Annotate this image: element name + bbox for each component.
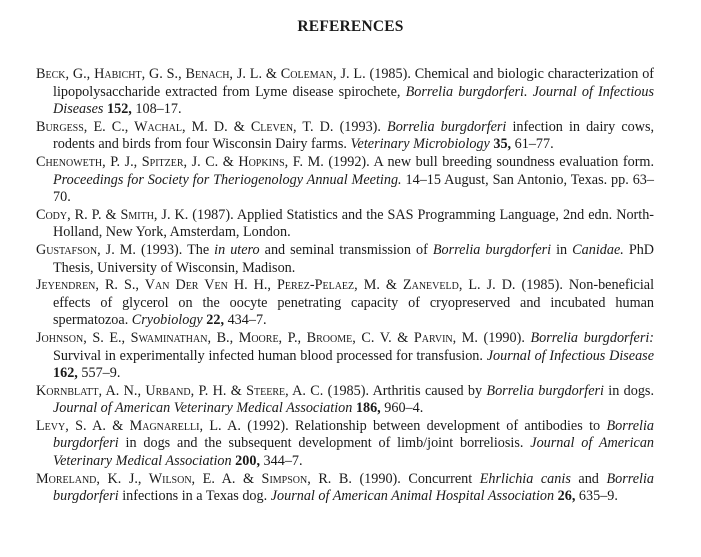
reference-item: [36, 277, 654, 330]
reference-year: (1990).: [483, 329, 525, 346]
reference-list: [36, 66, 654, 506]
reference-title: Survival in experimentally infected human blood processed for transfusion.: [53, 347, 483, 364]
reference-title: Relationship between development of antibodies to: [294, 417, 601, 434]
reference-authors: Chenoweth, P. J., Spitzer, J. C. & Hopkins, F. M.: [36, 153, 324, 170]
reference-item: [36, 330, 654, 383]
reference-title-italic: in utero: [214, 241, 260, 258]
reference-authors: Moreland, K. J., Wilson, E. A. & Simpson, R. B.: [36, 470, 352, 487]
reference-year: (1993).: [339, 118, 381, 135]
reference-item: [36, 207, 654, 242]
reference-item: [36, 119, 654, 154]
reference-authors: Jeyendren, R. S., Van Der Ven H. H., Perez-Pelaez, M. & Zaneveld, L. J. D.: [36, 277, 516, 294]
reference-title-pre: The: [187, 241, 210, 258]
reference-title-italic: Borrelia burgdorferi: [53, 417, 655, 452]
reference-journal: Journal of Infectious Diseases: [53, 83, 654, 118]
reference-title-italic: Borrelia burgdorferi: [387, 118, 507, 135]
reference-title: Chemical and biologic characterization of lipopolysaccharide extracted from Lyme disease spirochete,: [53, 66, 655, 100]
reference-authors: Gustafson, J. M.: [36, 241, 136, 258]
reference-authors: Levy, S. A. & Magnarelli, L. A.: [36, 417, 241, 434]
page-title: REFERENCES: [297, 18, 404, 35]
reference-title: infection in dairy cows, rodents and birds from four Wisconsin Dairy farms.: [53, 118, 655, 153]
reference-authors: Cody, R. P. & Smith, J. K.: [36, 206, 189, 223]
reference-title-post: in dogs.: [608, 382, 655, 399]
reference-title-italic: Borrelia burgdorferi: [53, 470, 654, 505]
reference-item: [36, 471, 654, 506]
reference-title: Concurrent: [408, 470, 473, 487]
reference-title-italic: Borrelia burgdorferi: [432, 241, 552, 258]
reference-item: [36, 66, 654, 119]
reference-item: [36, 418, 654, 471]
reference-year: (1987).: [192, 206, 234, 223]
reference-journal: Proceedings for Society for Theriogenology Annual Meeting.: [53, 171, 402, 188]
reference-title-italic: Canidae.: [572, 241, 624, 258]
reference-title-mid: in: [556, 241, 568, 258]
reference-journal: Journal of American Veterinary Medical Association: [53, 400, 353, 417]
reference-year: (1990).: [359, 470, 401, 487]
reference-title-post: in dogs and the subsequent development of limb/joint borreliosis.: [125, 435, 524, 452]
reference-pages: 557–9.: [81, 365, 121, 382]
reference-title-italic: Borrelia burgdorferi.: [405, 83, 528, 100]
reference-title: Arthritis caused by: [372, 382, 483, 399]
reference-title-italic: Borrelia burgdorferi:: [530, 329, 655, 346]
reference-volume: 22,: [206, 312, 225, 329]
reference-volume: 162,: [53, 365, 78, 382]
reference-authors: Beck, G., Habicht, G. S., Benach, J. L. & Coleman, J. L.: [36, 66, 366, 82]
reference-year: (1985).: [327, 382, 370, 399]
reference-title-italic: Ehrlichia canis: [479, 470, 571, 487]
reference-year: (1992).: [247, 417, 289, 434]
reference-pages: 960–4.: [384, 400, 424, 417]
reference-pages: 108–17.: [135, 101, 182, 118]
reference-journal: Cryobiology: [131, 312, 203, 329]
reference-title: Applied Statistics and the SAS Programming Language, 2nd edn. North-Holland, New York, Amsterdam, London.: [53, 206, 655, 241]
reference-authors: Johnson, S. E., Swaminathan, B., Moore, P., Broome, C. V. & Parvin, M.: [36, 329, 478, 346]
reference-pages: 14–15 August, San Antonio, Texas. pp. 63–70.: [53, 171, 654, 206]
reference-journal: Journal of Infectious Disease: [486, 347, 654, 364]
reference-pages: 61–77.: [514, 136, 554, 153]
reference-pages: 434–7.: [227, 312, 267, 329]
reference-journal: Journal of American Veterinary Medical Association: [53, 435, 655, 470]
reference-title-mid: and seminal transmission of: [264, 241, 428, 258]
reference-authors: Kornblatt, A. N., Urband, P. H. & Steere, A. C.: [36, 382, 324, 399]
reference-title-italic: Borrelia burgdorferi: [486, 382, 604, 399]
reference-volume: 152,: [107, 101, 132, 118]
reference-pages: 635–9.: [578, 488, 618, 505]
reference-year: (1985).: [521, 277, 563, 294]
reference-volume: 200,: [235, 453, 260, 470]
reference-title-post: infections in a Texas dog.: [122, 488, 268, 505]
reference-year: (1992).: [328, 153, 370, 170]
reference-volume: 26,: [557, 488, 576, 505]
reference-title-mid: and: [578, 470, 599, 487]
reference-item: [36, 154, 654, 207]
reference-title-post: PhD Thesis, University of Wisconsin, Madison.: [53, 241, 655, 276]
reference-volume: 186,: [355, 400, 381, 417]
reference-journal: Journal of American Animal Hospital Association: [270, 488, 555, 505]
reference-title: A new bull breeding soundness evaluation form.: [373, 153, 655, 170]
reference-authors: Burgess, E. C., Wachal, M. D. & Cleven, T. D.: [36, 118, 334, 135]
reference-volume: 35,: [493, 136, 512, 153]
reference-title: Non-beneficial effects of glycerol on the oocyte penetrating capacity of cryopreserved and incubated human spermatozoa.: [53, 277, 655, 329]
reference-year: (1985).: [369, 66, 411, 82]
reference-year: (1993).: [140, 241, 183, 258]
reference-pages: 344–7.: [263, 453, 303, 470]
reference-item: [36, 383, 654, 418]
reference-journal: Veterinary Microbiology: [350, 136, 490, 153]
reference-item: [36, 242, 654, 277]
